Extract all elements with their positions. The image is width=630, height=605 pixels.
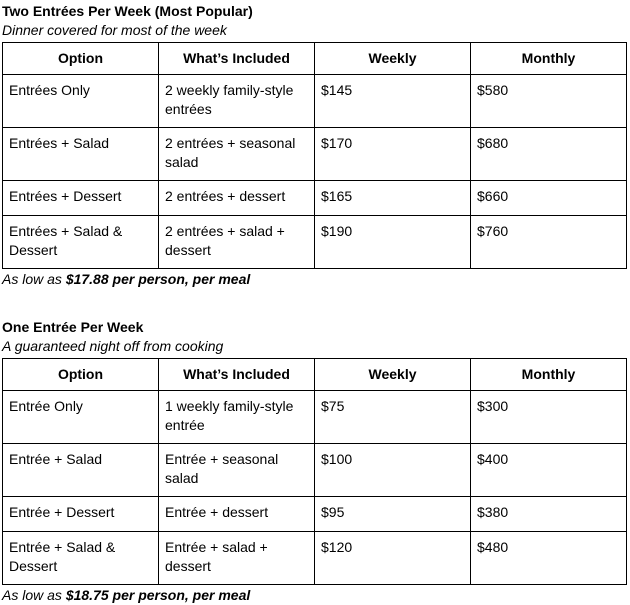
price-note — [2, 270, 627, 289]
table-cell: $165 — [315, 181, 471, 216]
table-cell: Entrées + Salad & Dessert — [3, 216, 159, 269]
table-cell: $760 — [471, 216, 627, 269]
pricing-table — [2, 42, 627, 269]
table-cell: $660 — [471, 181, 627, 216]
table-row — [3, 128, 627, 181]
table-cell: $75 — [315, 391, 471, 444]
section-subtitle: A guaranteed night off from cooking — [2, 338, 224, 354]
table-cell: $480 — [471, 532, 627, 585]
table-cell: Entrée + salad + dessert — [159, 532, 315, 585]
table-cell: $680 — [471, 128, 627, 181]
section-title: One Entrée Per Week — [2, 319, 144, 335]
table-cell: 1 weekly family-style entrée — [159, 391, 315, 444]
table-row — [3, 391, 627, 444]
table-cell: Entrée + Salad & Dessert — [3, 532, 159, 585]
table-cell: 2 entrées + salad + dessert — [159, 216, 315, 269]
section-gap — [2, 289, 627, 318]
table-row — [3, 497, 627, 532]
price-note-value: $18.75 per person, per meal — [65, 587, 251, 603]
table-cell: $380 — [471, 497, 627, 532]
table-row — [3, 216, 627, 269]
table-row — [3, 181, 627, 216]
column-header: What’s Included — [159, 43, 315, 75]
table-cell: 2 entrées + dessert — [159, 181, 315, 216]
header-row — [3, 359, 627, 391]
table-row — [3, 75, 627, 128]
column-header: Monthly — [471, 359, 627, 391]
table-cell: $400 — [471, 444, 627, 497]
price-note-prefix: As low as — [2, 271, 66, 287]
table-cell: Entrée + seasonal salad — [159, 444, 315, 497]
header-row — [3, 43, 627, 75]
table-cell: 2 entrées + seasonal salad — [159, 128, 315, 181]
table-cell: $100 — [315, 444, 471, 497]
column-header: Monthly — [471, 43, 627, 75]
table-cell: Entrées + Dessert — [3, 181, 159, 216]
column-header: Option — [3, 43, 159, 75]
section-title: Two Entrées Per Week (Most Popular) — [2, 3, 253, 19]
table-row — [3, 532, 627, 585]
table-cell: Entrée + Salad — [3, 444, 159, 497]
column-header: Weekly — [315, 43, 471, 75]
table-cell: $120 — [315, 532, 471, 585]
table-cell: Entrée + Dessert — [3, 497, 159, 532]
table-cell: Entrées + Salad — [3, 128, 159, 181]
price-note-prefix: As low as — [2, 587, 66, 603]
table-cell: 2 weekly family-style entrées — [159, 75, 315, 128]
section-subtitle: Dinner covered for most of the week — [2, 22, 227, 38]
table-cell: $190 — [315, 216, 471, 269]
table-cell: $145 — [315, 75, 471, 128]
column-header: Option — [3, 359, 159, 391]
table-cell: Entrée Only — [3, 391, 159, 444]
table-cell: Entrées Only — [3, 75, 159, 128]
column-header: What’s Included — [159, 359, 315, 391]
table-row — [3, 444, 627, 497]
table-cell: $580 — [471, 75, 627, 128]
price-note-value: $17.88 per person, per meal — [65, 271, 251, 287]
table-cell: $95 — [315, 497, 471, 532]
table-cell: $170 — [315, 128, 471, 181]
price-note — [2, 586, 627, 605]
table-cell: Entrée + dessert — [159, 497, 315, 532]
table-cell: $300 — [471, 391, 627, 444]
column-header: Weekly — [315, 359, 471, 391]
pricing-table — [2, 358, 627, 585]
